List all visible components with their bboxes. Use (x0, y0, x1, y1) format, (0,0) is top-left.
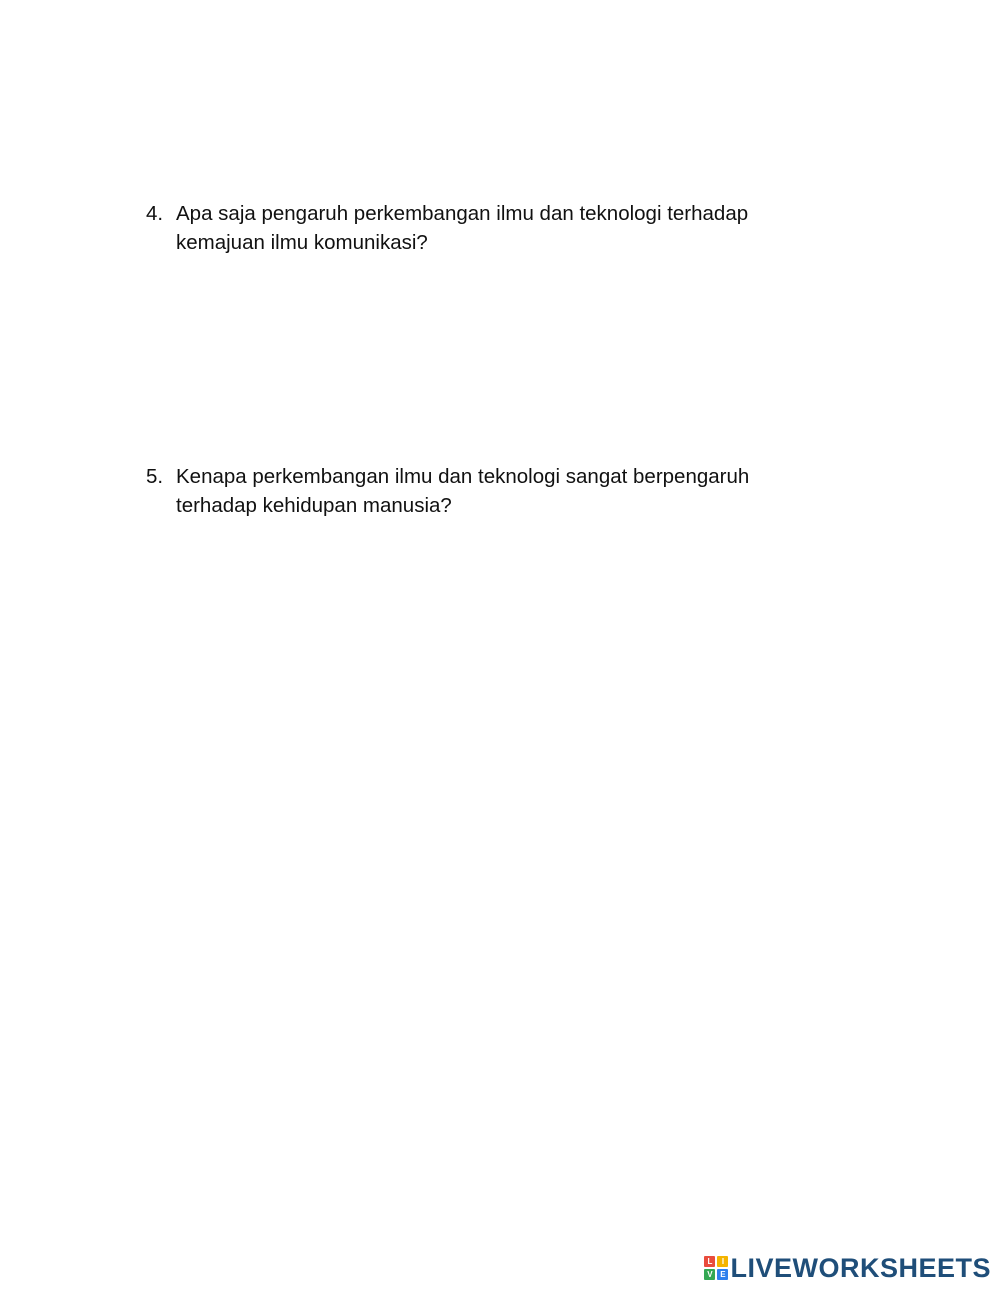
logo-block-l: L (704, 1256, 715, 1267)
logo-block-v: V (704, 1269, 715, 1280)
question-5 (146, 462, 826, 520)
logo-text: LIVEWORKSHEETS (730, 1253, 991, 1283)
question-text: Kenapa perkembangan ilmu dan teknologi sangat berpengaruh terhadap kehidupan manusia? (176, 465, 750, 517)
question-text: Apa saja pengaruh perkembangan ilmu dan teknologi terhadap kemajuan ilmu komunikasi? (176, 202, 749, 254)
logo-block-i: I (717, 1256, 728, 1267)
logo-block-e: E (717, 1269, 728, 1280)
question-4 (146, 199, 826, 257)
logo-blocks-icon (704, 1256, 728, 1280)
question-number: 5. (146, 465, 164, 488)
liveworksheets-logo (704, 1253, 991, 1283)
question-number: 4. (146, 202, 164, 225)
